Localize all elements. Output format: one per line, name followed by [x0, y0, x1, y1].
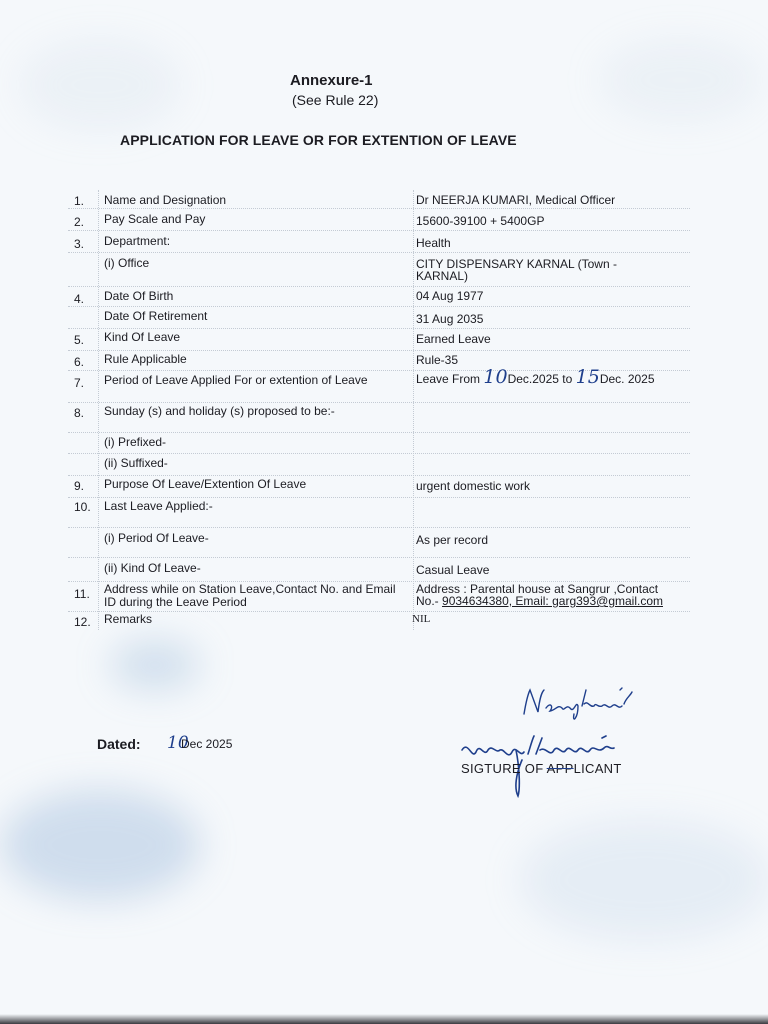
form-row [68, 210, 690, 231]
row-value: 04 Aug 1977 [416, 289, 484, 303]
row-value: 15600-39100 + 5400GP [416, 214, 545, 228]
address-line: Address : Parental house at Sangrur ,Contact [416, 582, 659, 596]
handwritten-dated-day: 10 [167, 733, 189, 753]
row-number: 11. [74, 587, 90, 601]
form-row [68, 232, 690, 253]
paper-stain [520, 820, 768, 940]
scan-edge [0, 1014, 768, 1024]
row-label: Kind Of Leave [104, 330, 181, 344]
row-label: Address while on Station Leave,Contact No. and Email ID during the Leave Period [104, 582, 396, 609]
row-label: Name and Designation [104, 193, 227, 207]
row-value: Rule-35 [416, 353, 459, 367]
handwritten-from-day: 10 [483, 366, 508, 388]
row-label: Rule Applicable [104, 352, 187, 366]
row-label: (i) Office [104, 256, 150, 270]
row-number: 1. [74, 194, 85, 208]
row-label: Department: [104, 234, 171, 248]
signature-label-post: LICANT [573, 761, 622, 776]
form-row [68, 529, 690, 558]
row-number: 12. [74, 615, 91, 629]
row-label: (i) Period Of Leave- [104, 531, 209, 545]
row-value: 31 Aug 2035 [416, 312, 484, 326]
signature-label-pre: SIGTURE OF [461, 761, 547, 776]
contact-email: 9034634380, Email: garg393@gmail.com [442, 594, 663, 608]
form-row [68, 366, 690, 403]
row-number: 4. [74, 292, 85, 306]
form-row [68, 559, 690, 582]
leave-period-value [416, 366, 686, 388]
paper-stain [0, 790, 200, 900]
form-row [68, 455, 690, 476]
document-subtitle: (See Rule 22) [292, 92, 379, 108]
row-value: CITY DISPENSARY KARNAL (Town - KARNAL) [416, 257, 617, 283]
row-label: (ii) Kind Of Leave- [104, 561, 201, 575]
row-number: 9. [74, 479, 85, 493]
leave-period-prefix: Leave From [416, 372, 481, 386]
row-value: Health [416, 236, 451, 250]
signature-label [461, 761, 622, 776]
paper-stain [20, 40, 180, 130]
form-row [68, 434, 690, 454]
row-value: Earned Leave [416, 332, 491, 346]
row-label: (ii) Suffixed- [104, 456, 168, 470]
handwritten-to-day: 15 [575, 366, 600, 388]
row-label: Date Of Retirement [104, 309, 208, 323]
paper-stain [110, 640, 200, 690]
form-row [68, 288, 690, 307]
leave-to-rest: Dec. 2025 [599, 372, 655, 386]
row-number: 10. [74, 500, 91, 514]
row-label: Period of Leave Applied For or extention of Leave [104, 373, 368, 387]
row-number: 7. [74, 376, 85, 390]
handwritten-signature [520, 684, 640, 729]
form-row [68, 477, 690, 498]
form-row [68, 330, 690, 351]
form-row [68, 190, 690, 209]
form-row [68, 613, 690, 629]
row-label: Remarks [104, 612, 153, 626]
row-value: Dr NEERJA KUMARI, Medical Officer [416, 193, 616, 207]
contact-line [416, 595, 696, 607]
row-number: 3. [74, 237, 85, 251]
form-row [68, 583, 690, 612]
row-label: Sunday (s) and holiday (s) proposed to be:- [104, 404, 335, 418]
form-row [68, 499, 690, 528]
row-value: As per record [416, 533, 489, 547]
contact-prefix: No.- [416, 594, 439, 608]
row-number: 8. [74, 406, 85, 420]
row-label: (i) Prefixed- [104, 435, 167, 449]
form-row [68, 254, 690, 287]
paper-stain [600, 40, 760, 120]
form-heading: APPLICATION FOR LEAVE OR FOR EXTENTION OF LEAVE [120, 132, 517, 148]
address-value [416, 583, 696, 607]
row-number: 5. [74, 333, 85, 347]
row-number: 6. [74, 355, 85, 369]
row-value: urgent domestic work [416, 479, 531, 493]
dated-label: Dated: [97, 736, 141, 752]
row-value: Casual Leave [416, 563, 490, 577]
leave-from-rest: Dec.2025 to [507, 372, 573, 386]
row-label: Date Of Birth [104, 289, 174, 303]
row-number: 2. [74, 215, 85, 229]
form-row [68, 404, 690, 433]
signature-label-struck: APP [546, 761, 574, 776]
row-value: NIL [412, 613, 431, 625]
document-title: Annexure-1 [290, 72, 373, 89]
row-label: Last Leave Applied:- [104, 499, 213, 513]
row-label: Pay Scale and Pay [104, 212, 206, 226]
form-row [68, 308, 690, 329]
row-label: Purpose Of Leave/Extention Of Leave [104, 477, 307, 491]
dated-month-year: Dec 2025 [181, 737, 233, 751]
